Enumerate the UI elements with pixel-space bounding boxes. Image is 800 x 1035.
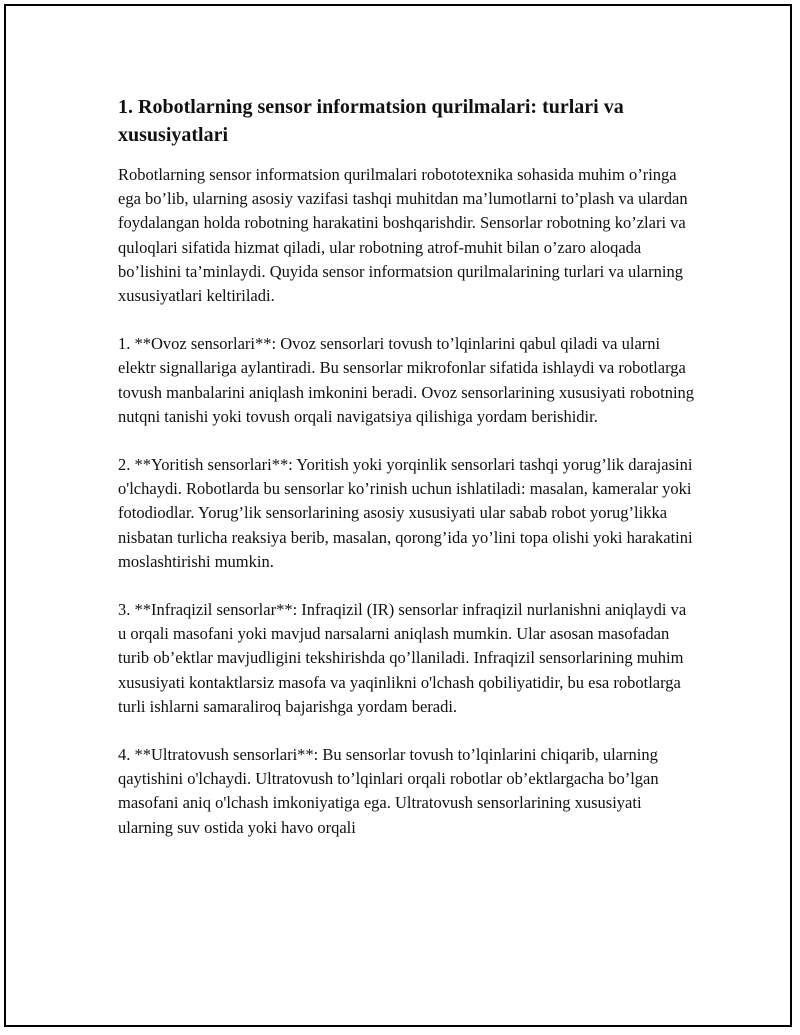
intro-paragraph: Robotlarning sensor informatsion qurilmalari robototexnika sohasida muhim o’ringa ega bo’lib, ularning asosiy vazifasi tashqi muhitdan ma’lumotlarni to’plash va ulardan foydalangan holda robotning harakatini boshqarishdir. Sensorlar robotning ko’zlari va quloqlari sifatida hizmat qiladi, ular robotning atrof-muhit bilan o’zaro aloqada bo’lishini ta’minlaydi. Quyida sensor informatsion qurilmalarining turlari va ularning xususiyatlari keltiriladi. <box>118 165 688 306</box>
document-body <box>118 93 698 864</box>
ultrasonic-sensors-paragraph: 4. **Ultratovush sensorlari**: Bu sensorlar tovush to’lqinlarini chiqarib, ularning qaytishini o'lchaydi. Ultratovush to’lqinlari orqali robotlar ob’ektlargacha bo’lgan masofani aniq o'lchash imkoniyatiga ega. Ultratovush sensorlarining xususiyati ularning suv ostida yoki havo orqali <box>118 745 659 837</box>
infrared-sensors-paragraph: 3. **Infraqizil sensorlar**: Infraqizil (IR) sensorlar infraqizil nurlanishni aniqlaydi va u orqali masofani yoki mavjud narsalarni aniqlash mumkin. Ular asosan masofadan turib ob’ektlar mavjudligini tekshirishda qo’llaniladi. Infraqizil sensorlarining muhim xususiyati kontaktlarsiz masofa va yaqinlikni o'lchash qobiliyatidir, bu esa robotlarga turli ishlarni samaraliroq bajarishga yordam beradi. <box>118 600 687 716</box>
sound-sensors-paragraph: 1. **Ovoz sensorlari**: Ovoz sensorlari tovush to’lqinlarini qabul qiladi va ularni elektr signallariga aylantiradi. Bu sensorlar mikrofonlar sifatida ishlaydi va robotlarga tovush manbalarini aniqlash imkonini beradi. Ovoz sensorlarining xususiyati robotning nutqni tanishi yoki tovush orqali navigatsiya qilishiga yordam berishidir. <box>118 334 695 426</box>
section-heading: 1. Robotlarning sensor informatsion qurilmalari: turlari va xususiyatlari <box>118 96 624 146</box>
light-sensors-paragraph: 2. **Yoritish sensorlari**: Yoritish yoki yorqinlik sensorlari tashqi yorug’lik darajasini o'lchaydi. Robotlarda bu sensorlar ko’rinish uchun ishlatiladi: masalan, kameralar yoki fotodiodlar. Yorug’lik sensorlarining asosiy xususiyati ular sabab robot yorug’likka nisbatan turlicha reaksiya berib, masalan, qorong’ida yo’lini topa olishi yoki harakatini moslashtirishi mumkin. <box>118 455 693 571</box>
